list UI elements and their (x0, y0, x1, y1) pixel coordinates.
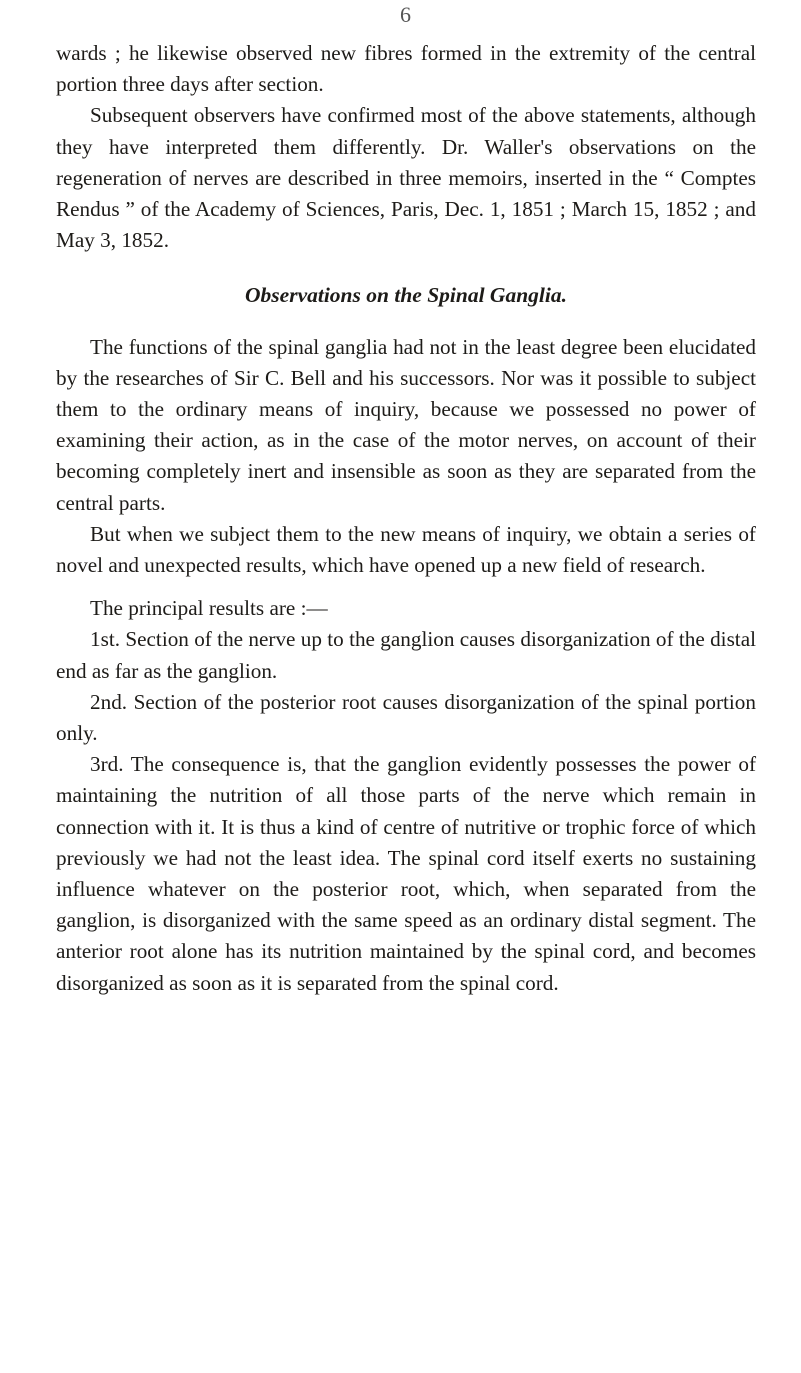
paragraph-observers: Subsequent observers have confirmed most of the above statements, although they have interpreted them differently. Dr. Waller's observations on the regeneration of nerves are described in three memoirs, inserted in the “ Comptes Rendus ” of the Academy of Sciences, Paris, Dec. 1, 1851 ; March 15, 1852 ; and May 3, 1852. (56, 103, 756, 253)
result-item-2: 2nd. Section of the posterior root causes disorganization of the spinal portion only. (56, 689, 756, 746)
paragraph-new-means: But when we subject them to the new means of inquiry, we obtain a series of novel and unexpected results, which have opened up a new field of research. (56, 521, 756, 578)
results-intro: The principal results are :— (90, 596, 328, 621)
page-number: 6 (400, 2, 411, 27)
result-item-3: 3rd. The consequence is, that the ganglion evidently possesses the power of maintaining the nutrition of all those parts of the nerve which remain in connection with it. It is thus a kind of centre of nutritive or trophic force of which previously we had not the least idea. The spinal cord itself exerts no sustaining influence whatever on the posterior root, which, when separated from the ganglion, is disorganized with the same speed as an ordinary distal segment. The anterior root alone has its nutrition maintained by the spinal cord, and becomes disorganized as soon as it is separated from the spinal cord. (56, 752, 756, 995)
result-item-1: 1st. Section of the nerve up to the ganglion causes disorganization of the distal end as far as the ganglion. (56, 627, 756, 683)
paragraph-continuation: wards ; he likewise observed new fibres formed in the extremity of the central portion three days after section. (56, 41, 756, 97)
paragraph-functions: The functions of the spinal ganglia had not in the least degree been elucidated by the researches of Sir C. Bell and his successors. Nor was it possible to subject them to the ordinary means of inquiry, because we possessed no power of examining their action, as in the case of the motor nerves, on account of their becoming completely inert and insensible as soon as they are separated from the central parts. (56, 334, 756, 515)
page-body (56, 38, 756, 999)
section-heading: Observations on the Spinal Ganglia. (245, 283, 567, 308)
